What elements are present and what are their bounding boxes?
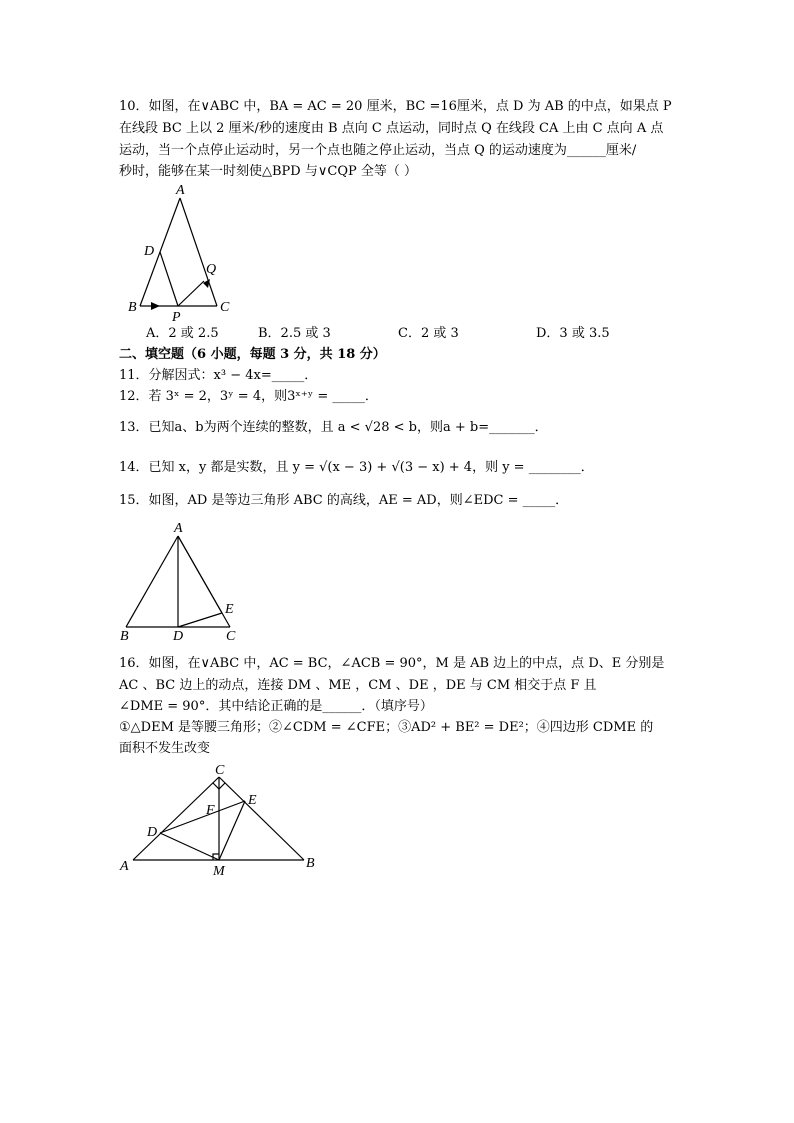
q13-text: 13．已知a、b为两个连续的整数，且 a < √28 < b，则a + b=_______．	[119, 420, 548, 435]
q10-option-d: D．3 或 3.5	[536, 326, 610, 341]
q15-label-c: C	[226, 629, 236, 644]
q15-label-a: A	[174, 521, 183, 536]
q15-label-b: B	[120, 629, 129, 644]
q16-label-d: D	[147, 825, 158, 840]
q12-text: 12．若 3ˣ = 2，3ʸ = 4，则3ˣ⁺ʸ = _____．	[119, 389, 378, 404]
q10-label-q: Q	[206, 262, 217, 277]
q10-option-c: C．2 或 3	[398, 326, 459, 341]
q10-label-p: P	[172, 310, 181, 325]
q16-label-c: C	[215, 763, 225, 778]
q16-triangle-figure	[115, 758, 325, 878]
q15-triangle-figure	[115, 515, 245, 645]
q16-line-5: 面积不发生改变	[119, 741, 211, 756]
q16-label-m: M	[213, 864, 225, 879]
section-2-heading: 二、填空题（6 小题，每题 3 分，共 18 分）	[119, 347, 386, 362]
q10-line-3: 运动，当一个点停止运动时，另一个点也随之停止运动，当点 Q 的运动速度为______厘米/	[119, 143, 637, 158]
q10-label-c: C	[220, 300, 230, 315]
q10-triangle-figure	[120, 180, 240, 325]
q16-line-3: ∠DME = 90°．其中结论正确的是______．（填序号）	[119, 699, 433, 714]
q10-line-1: 10．如图，在∨ABC 中，BA = AC = 20 厘米，BC =16厘米，点 D 为 AB 的中点，如果点 P	[119, 99, 672, 114]
q16-label-a: A	[120, 859, 129, 874]
q16-label-b: B	[306, 856, 315, 871]
q10-option-a: A．2 或 2.5	[146, 326, 219, 341]
q10-label-b: B	[128, 300, 137, 315]
q14-text: 14．已知 x，y 都是实数，且 y = √(x − 3) + √(3 − x) + 4，则 y = ________．	[119, 460, 594, 475]
q10-line-4: 秒时，能够在某一时刻使△BPD 与∨CQP 全等（ ）	[119, 164, 417, 179]
q10-line-2: 在线段 BC 上以 2 厘米/秒的速度由 B 点向 C 点运动，同时点 Q 在线段 CA 上由 C 点向 A 点	[119, 121, 664, 136]
q16-label-e: E	[248, 793, 257, 808]
q15-label-d: D	[173, 629, 184, 644]
q15-text: 15．如图，AD 是等边三角形 ABC 的高线，AE = AD，则∠EDC = _____．	[119, 493, 569, 508]
q10-label-d: D	[144, 244, 155, 259]
q10-label-a: A	[176, 183, 185, 198]
q16-line-2: AC 、BC 边上的动点，连接 DM 、ME ，CM 、DE ，DE 与 CM 相交于点 F 且	[119, 678, 597, 693]
q16-label-f: F	[206, 803, 215, 818]
q16-line-1: 16．如图，在∨ABC 中，AC = BC，∠ACB = 90°，M 是 AB 边上的中点，点 D、E 分别是	[119, 656, 665, 671]
q16-line-4: ①△DEM 是等腰三角形；②∠CDM = ∠CFE；③AD² + BE² = DE²；④四边形 CDME 的	[119, 720, 654, 735]
q15-label-e: E	[225, 602, 234, 617]
q11-text: 11．分解因式：x³ − 4x=_____．	[119, 368, 318, 383]
q10-option-b: B．2.5 或 3	[258, 326, 331, 341]
